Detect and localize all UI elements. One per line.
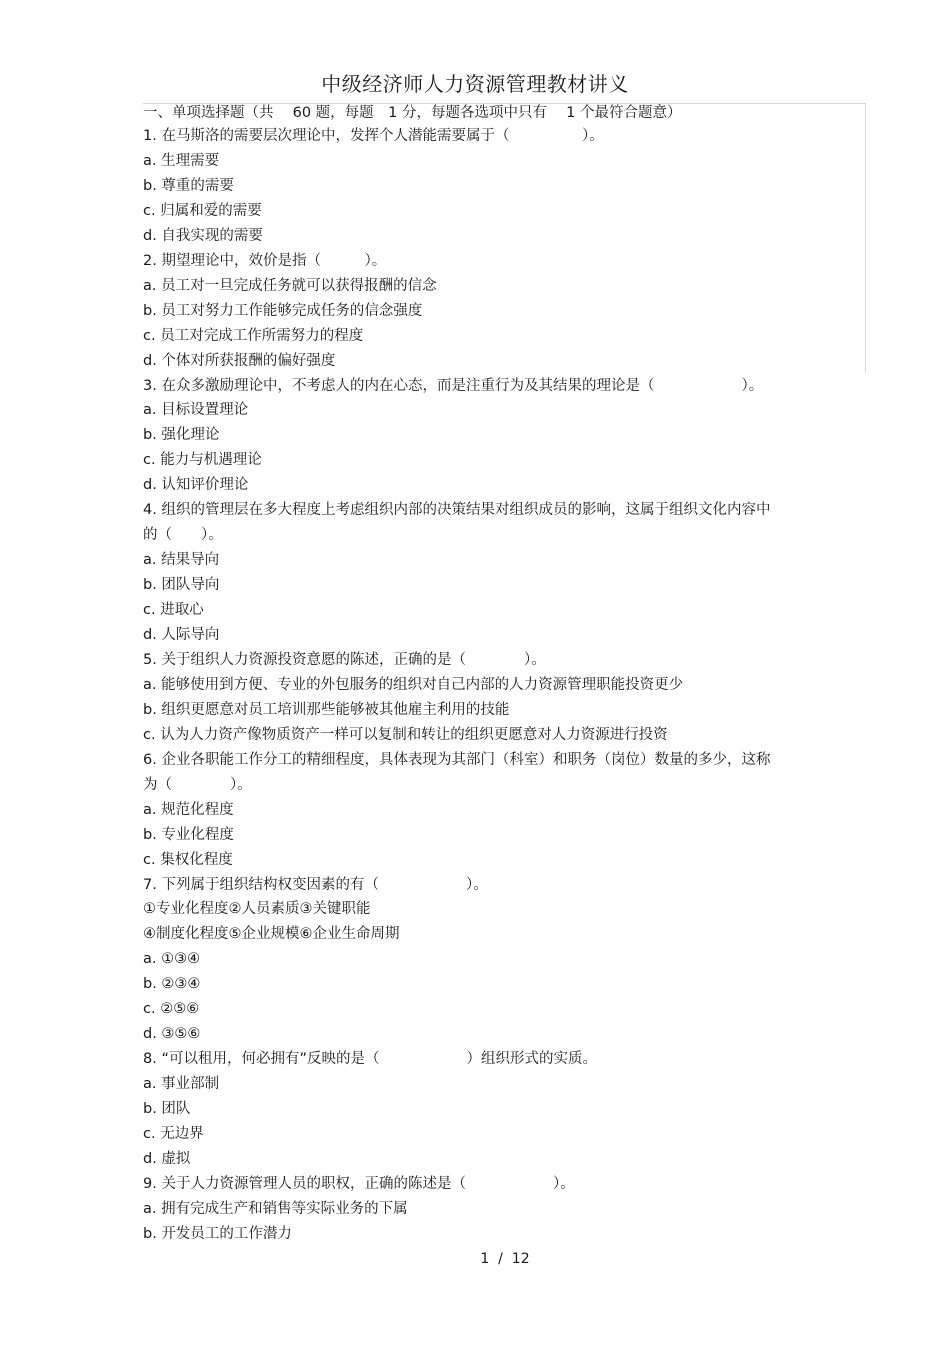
- text-line: 8. “可以租用，何必拥有”反映的是（ ）组织形式的实质。: [143, 1051, 597, 1068]
- text-line: 为（ ）。: [143, 776, 252, 793]
- text-line: 3. 在众多激励理论中，不考虑人的内在心态，而是注重行为及其结果的理论是（ ）。: [143, 377, 764, 394]
- text-line: a. ①③④: [143, 951, 201, 968]
- text-line: c. 无边界: [143, 1126, 204, 1142]
- text-line: b. 团队: [143, 1101, 191, 1118]
- text-line: a. 能够使用到方便、专业的外包服务的组织对自己内部的人力资源管理职能投资更少: [143, 676, 684, 693]
- text-line: 1. 在马斯洛的需要层次理论中，发挥个人潜能需要属于（ ）。: [143, 128, 604, 144]
- text-line: d. 个体对所获报酬的偏好强度: [143, 352, 336, 369]
- page-number: 1 / 12: [480, 1251, 530, 1267]
- text-line: d. 虚拟: [143, 1150, 191, 1167]
- text-line: d. 人际导向: [143, 627, 220, 643]
- text-line: b. 团队导向: [143, 577, 220, 594]
- text-line: c. 能力与机遇理论: [143, 452, 262, 469]
- text-line: a. 目标设置理论: [143, 402, 249, 419]
- text-line: a. 拥有完成生产和销售等实际业务的下属: [143, 1200, 408, 1217]
- text-line: a. 员工对一旦完成任务就可以获得报酬的信念: [143, 277, 437, 294]
- text-line: d. 自我实现的需要: [143, 227, 263, 244]
- text-line: 的（ ）。: [143, 527, 223, 544]
- text-line: a. 生理需要: [143, 152, 220, 169]
- text-line: 7. 下列属于组织结构权变因素的有（ ）。: [143, 876, 488, 893]
- text-line: a. 事业部制: [143, 1076, 220, 1093]
- frame-border-right: [865, 103, 866, 373]
- text-line: b. 强化理论: [143, 427, 220, 444]
- section-header: 一、单项选择题（共 60 题，每题 1 分，每题各选项中只有 1 个最符合题意）: [143, 105, 682, 121]
- text-line: 2. 期望理论中，效价是指（ ）。: [143, 252, 387, 269]
- text-line: 4. 组织的管理层在多大程度上考虑组织内部的决策结果对组织成员的影响，这属于组织文化内容中: [143, 502, 771, 519]
- text-line: d. 认知评价理论: [143, 477, 249, 494]
- text-line: 5. 关于组织人力资源投资意愿的陈述，正确的是（ ）。: [143, 651, 546, 668]
- text-line: c. 进取心: [143, 602, 204, 619]
- text-line: a. 结果导向: [143, 552, 220, 569]
- text-line: 6. 企业各职能工作分工的精细程度，具体表现为其部门（科室）和职务（岗位）数量的多少，这称: [143, 751, 771, 768]
- text-line: ①专业化程度②人员素质③关键职能: [143, 901, 371, 918]
- text-line: 9. 关于人力资源管理人员的职权，正确的陈述是（ ）。: [143, 1175, 575, 1192]
- document-title: 中级经济师人力资源管理教材讲义: [321, 72, 629, 96]
- text-line: b. 尊重的需要: [143, 177, 234, 194]
- text-line: c. 集权化程度: [143, 851, 233, 868]
- text-line: b. 开发员工的工作潜力: [143, 1225, 292, 1242]
- text-line: c. 员工对完成工作所需努力的程度: [143, 327, 364, 344]
- text-line: ④制度化程度⑤企业规模⑥企业生命周期: [143, 926, 400, 943]
- text-line: c. 归属和爱的需要: [143, 202, 262, 219]
- text-line: b. ②③④: [143, 976, 201, 993]
- text-line: b. 组织更愿意对员工培训那些能够被其他雇主利用的技能: [143, 701, 510, 718]
- text-line: a. 规范化程度: [143, 801, 234, 818]
- text-line: d. ③⑤⑥: [143, 1026, 201, 1043]
- text-line: b. 专业化程度: [143, 826, 234, 843]
- text-line: b. 员工对努力工作能够完成任务的信念强度: [143, 302, 423, 319]
- text-line: c. 认为人力资产像物质资产一样可以复制和转让的组织更愿意对人力资源进行投资: [143, 726, 668, 743]
- text-line: c. ②⑤⑥: [143, 1001, 200, 1018]
